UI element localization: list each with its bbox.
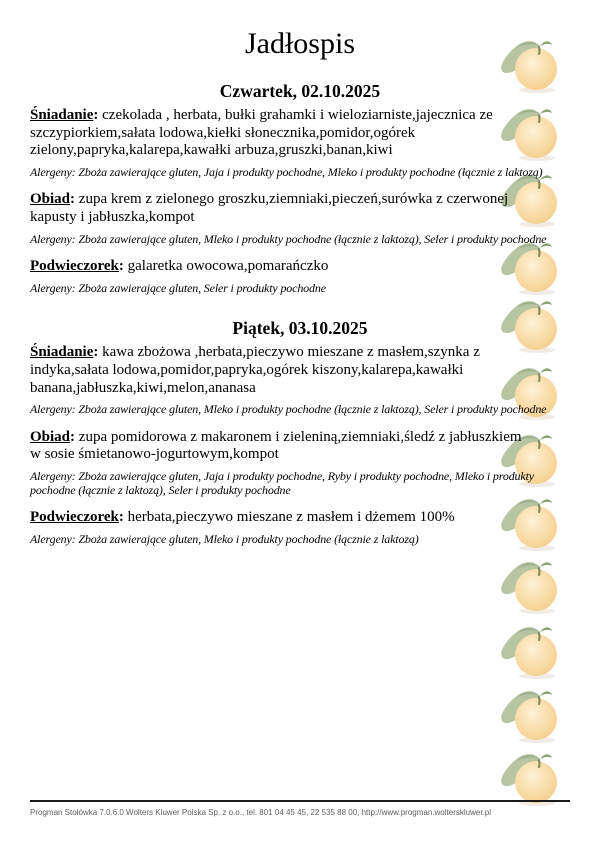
allergens-line: Alergeny: Zboża zawierające gluten, Mleko i produkty pochodne (łącznie z laktozą), Seler i produkty pochodne xyxy=(30,402,547,417)
meal-text: czekolada , herbata, bułki grahamki i wieloziarniste,jajecznica ze szczypiorkiem,sałata lodowa,kiełki słonecznika,pomidor,ogórek zielony,papryka,kalarepa,kawałki arbuza,gruszki,banan,kiwi xyxy=(30,107,493,159)
meal-label: Podwieczorek: xyxy=(30,258,124,275)
allergens-line: Alergeny: Zboża zawierające gluten, Mleko i produkty pochodne (łącznie z laktozą) xyxy=(30,531,419,546)
day-heading: Czwartek, 02.10.2025 xyxy=(219,81,381,101)
allergens-line: Alergeny: Zboża zawierające gluten, Seler i produkty pochodne xyxy=(30,280,326,295)
meal-line-podwieczorek xyxy=(30,509,522,527)
meal-text: galaretka owocowa,pomarańczko xyxy=(127,258,329,275)
meal-line-obiad xyxy=(30,191,522,226)
meal-line-obiad xyxy=(30,429,522,464)
apricot-icon xyxy=(496,622,568,680)
allergens-line: Alergeny: Zboża zawierające gluten, Mleko i produkty pochodne (łącznie z laktozą), Seler i produkty pochodne xyxy=(30,231,547,246)
meal-text: herbata,pieczywo mieszane z masłem i dżemem 100% xyxy=(127,509,455,526)
day-section-piatek xyxy=(30,319,578,546)
menu-content xyxy=(30,0,578,546)
meal-line-sniadanie xyxy=(30,344,522,397)
allergens-line: Alergeny: Zboża zawierające gluten, Jaja i produkty pochodne, Mleko i produkty pochodne (łącznie z laktozą) xyxy=(30,164,543,179)
meal-label: Obiad: xyxy=(30,191,76,208)
day-heading: Piątek, 03.10.2025 xyxy=(232,318,368,339)
footer-application-info: Progman Stołówka 7.0.6.0 Wolters Kluwer Polska Sp. z o.o., tel. 801 04 45 45, 22 535 88 00, http://www.progman.wolterskluwer.pl xyxy=(30,808,491,817)
meal-text: zupa pomidorowa z makaronem i zieleniną,ziemniaki,śledź z jabłuszkiem w sosie śmietanowo-jogurtowym,kompot xyxy=(30,428,522,463)
meal-line-sniadanie xyxy=(30,107,522,160)
page-title: Jadłospis xyxy=(244,27,355,60)
meal-label: Obiad: xyxy=(30,428,76,445)
apricot-icon xyxy=(496,557,568,615)
apricot-icon xyxy=(496,749,568,807)
apricot-icon xyxy=(496,686,568,744)
meal-label: Śniadanie: xyxy=(30,344,99,361)
allergens-line: Alergeny: Zboża zawierające gluten, Jaja i produkty pochodne, Ryby i produkty pochodne, Mleko i produkty pochodne (łącznie z laktozą), Seler i produkty pochodne xyxy=(30,468,534,497)
footer-divider xyxy=(30,800,570,802)
meal-label: Podwieczorek: xyxy=(30,509,124,526)
day-section-czwartek xyxy=(30,82,578,295)
meal-label: Śniadanie: xyxy=(30,107,99,123)
meal-text: zupa krem z zielonego groszku,ziemniaki,pieczeń,surówka z czerwonej kapusty i jabłuszka,kompot xyxy=(30,191,509,225)
meal-text: kawa zbożowa ,herbata,pieczywo mieszane z masłem,szynka z indyka,sałata lodowa,pomidor,papryka,ogórek kiszony,kalarepa,kawałki banana,jabłuszka,kiwi,melon,ananasa xyxy=(30,344,480,396)
meal-line-podwieczorek xyxy=(30,258,522,276)
